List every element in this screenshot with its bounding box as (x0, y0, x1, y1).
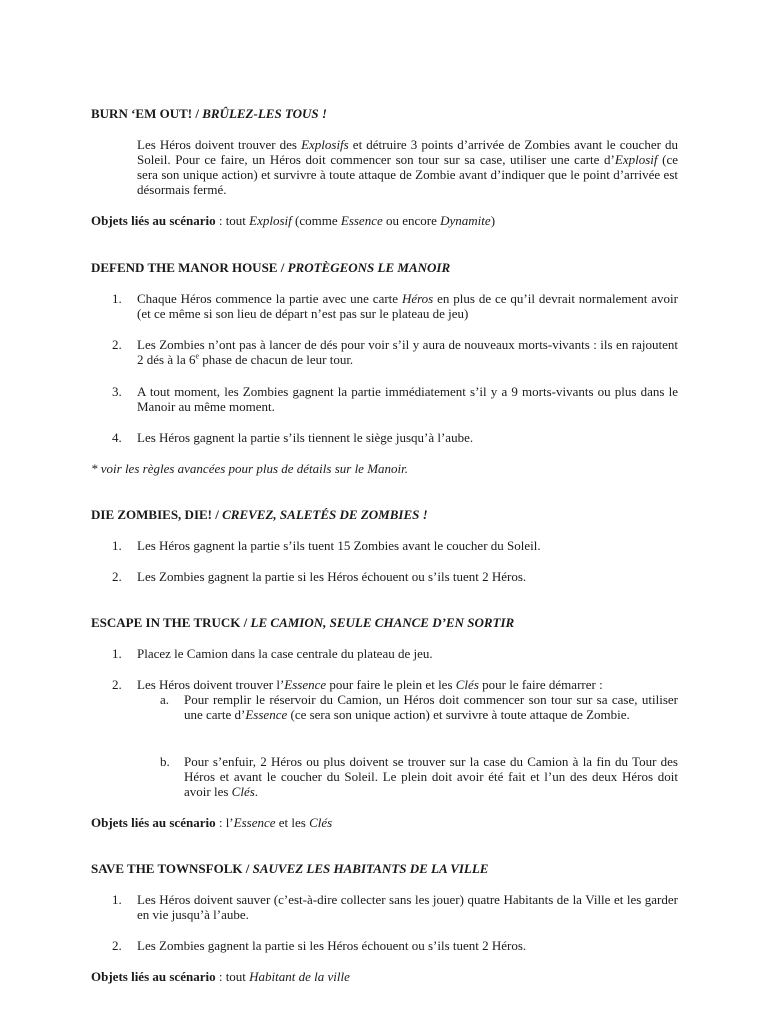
text: en plus de ce qu’il devrait normalement avoir (et ce même si son lieu de départ n’est pas sur le plateau de jeu) (137, 291, 678, 321)
heading-fr: SAUVEZ LES HABITANTS DE LA VILLE (252, 861, 489, 876)
objets-label: Objets liés au scénario (91, 213, 216, 228)
list-number: 2. (112, 569, 122, 584)
list-item (137, 337, 678, 367)
text: pour le faire démarrer : (478, 677, 603, 692)
text: Essence (284, 677, 327, 692)
list-item: Les Héros gagnent la partie s’ils tuent 15 Zombies avant le coucher du Soleil. (137, 538, 541, 553)
text: Habitant de la ville (249, 969, 350, 984)
list-number: 1. (112, 538, 122, 553)
heading-fr: PROTÈGEONS LE MANOIR (287, 260, 451, 275)
text: pour faire le plein et les (326, 677, 456, 692)
text: ou encore (382, 213, 441, 228)
list-number: 2. (112, 677, 122, 692)
list-number: 4. (112, 430, 122, 445)
text: Les Héros gagnent la partie s’ils tiennent le siège jusqu’à l’aube. (137, 430, 474, 445)
list-number: 1. (112, 291, 122, 306)
text: Dynamite (440, 213, 491, 228)
text: Clés (455, 677, 479, 692)
townsfolk-objets (91, 969, 691, 984)
text: Héros (401, 291, 434, 306)
objets-label: Objets liés au scénario (91, 969, 216, 984)
list-item (137, 384, 678, 414)
text: * voir les règles avancées pour plus de détails sur le (91, 461, 368, 476)
list-number: 2. (112, 337, 122, 352)
list-number: 1. (112, 892, 122, 907)
heading-en: BURN ‘EM OUT! / (91, 106, 203, 121)
list-number: 2. (112, 938, 122, 953)
section-heading-townsfolk (91, 861, 691, 876)
heading-fr: LE CAMION, SEULE CHANCE D’EN SORTIR (250, 615, 515, 630)
text: Pour s’enfuir, 2 Héros ou plus doivent se trouver sur la case du Camion à la fin du Tour des Héros et avant le coucher du Soleil. Le plein doit avoir été fait et l’un des deux Héros doit avoir les (184, 754, 678, 799)
superscript: e (195, 351, 200, 361)
list-item (137, 291, 678, 321)
text: . (404, 461, 409, 476)
section-heading-die (91, 507, 691, 522)
text: Les Zombies n’ont pas à lancer de dés pour voir s’il y aura de nouveaux morts-vivants : ils en rajoutent 2 dés à la 6 (137, 337, 678, 367)
text: ) (490, 213, 496, 228)
section-heading-burn (91, 106, 691, 121)
heading-en: DEFEND THE MANOR HOUSE / (91, 260, 288, 275)
burn-objets (91, 213, 691, 228)
list-item: Les Héros doivent sauver (c’est-à-dire collecter sans les jouer) quatre Habitants de la Ville et les garder en vie jusqu’à l’aube. (137, 892, 678, 922)
text: Explosifs (301, 137, 349, 152)
text: Essence (233, 815, 276, 830)
heading-fr: BRÛLEZ-LES TOUS ! (202, 106, 327, 121)
text: . (254, 784, 259, 799)
text: Explosif (614, 152, 658, 167)
heading-en: SAVE THE TOWNSFOLK / (91, 861, 253, 876)
heading-fr: CREVEZ, SALETÉS DE ZOMBIES ! (222, 507, 428, 522)
text: Clés (309, 815, 333, 830)
heading-en: ESCAPE IN THE TRUCK / (91, 615, 251, 630)
text: A tout moment, les Zombies gagnent la partie immédiatement s’il y a 9 morts-vivants ou plus dans le Manoir au même moment. (137, 384, 678, 414)
text: Les Héros doivent trouver l’ (137, 677, 285, 692)
list-item: Les Zombies gagnent la partie si les Héros échouent ou s’ils tuent 2 Héros. (137, 569, 527, 584)
list-item: Les Zombies gagnent la partie si les Héros échouent ou s’ils tuent 2 Héros. (137, 938, 527, 953)
text: Clés (231, 784, 255, 799)
text: Pour remplir le réservoir du Camion, un Héros doit commencer son tour sur sa case, utiliser une carte d’ (184, 692, 678, 722)
list-number: 3. (112, 384, 122, 399)
sub-list-item (184, 692, 678, 722)
list-number: 1. (112, 646, 122, 661)
section-heading-truck (91, 615, 691, 630)
manor-note (91, 461, 691, 476)
text: Essence (245, 707, 288, 722)
burn-paragraph (137, 137, 678, 197)
list-item (137, 677, 678, 692)
text: et les (275, 815, 310, 830)
sub-list-letter: a. (160, 692, 170, 707)
text: et détruire 3 points d’arrivée de Zombies avant le coucher du Soleil. Pour ce faire, un Héros doit commencer son tour sur sa case, utiliser une carte d’ (137, 137, 678, 167)
list-item (137, 430, 678, 445)
text: (ce sera son unique action) et survivre à toute attaque de Zombie avant d’indiquer que le point d’arrivée est désormais fermé. (137, 152, 678, 197)
truck-objets (91, 815, 691, 830)
sub-list-item (184, 754, 678, 799)
section-heading-manor (91, 260, 691, 275)
sub-list-letter: b. (160, 754, 170, 769)
text: Manoir (367, 461, 405, 476)
objets-label: Objets liés au scénario (91, 815, 216, 830)
text: Les Héros doivent trouver des (137, 137, 302, 152)
text: (ce sera son unique action) et survivre à toute attaque de Zombie. (287, 707, 630, 722)
text: : l’ (215, 815, 234, 830)
text: phase de chacun de leur tour. (199, 352, 354, 367)
list-item: Placez le Camion dans la case centrale du plateau de jeu. (137, 646, 433, 661)
heading-en: DIE ZOMBIES, DIE! / (91, 507, 223, 522)
text: : tout (215, 969, 250, 984)
text: : tout (215, 213, 250, 228)
text: Essence (340, 213, 383, 228)
text: Chaque Héros commence la partie avec une carte (137, 291, 402, 306)
text: Explosif (249, 213, 292, 228)
text: (comme (291, 213, 341, 228)
